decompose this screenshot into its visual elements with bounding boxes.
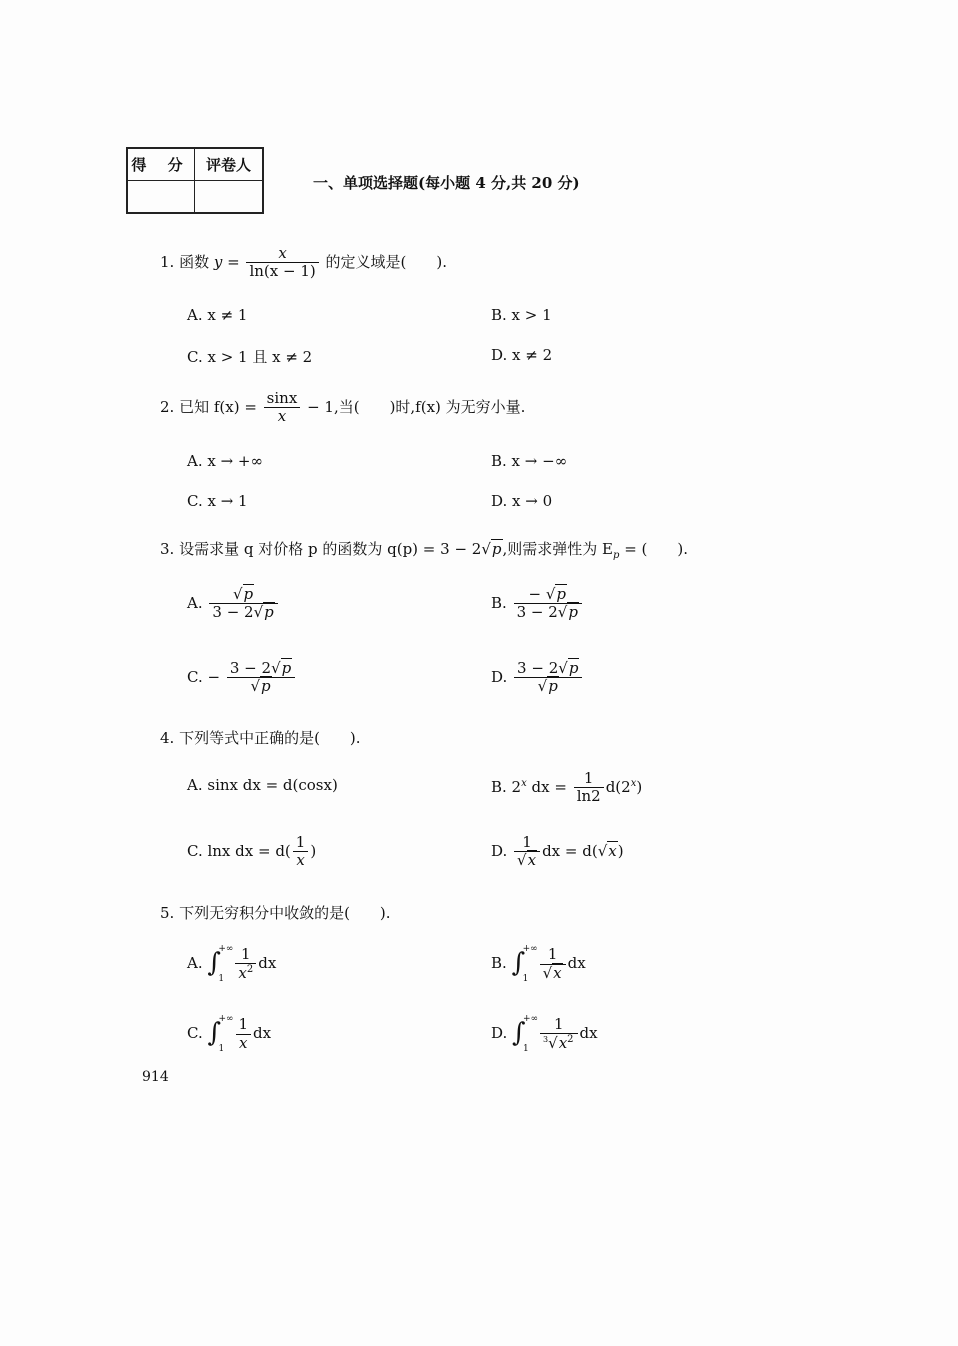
integral-sign-icon: ∫ +∞ 1 <box>511 944 538 984</box>
question-1-option-c: C. x > 1 且 x ≠ 2 <box>187 348 313 366</box>
question-3-option-d: D. $\frac{3 - 2√p}{√p}$ <box>491 660 584 696</box>
question-5-option-a: A. ∫ +∞ 1 $\frac{1}{x^2}$ dx <box>187 944 277 984</box>
question-5-option-b: B. ∫ +∞ 1 $\frac{1}{√x}$ dx <box>491 944 586 984</box>
question-1-option-d: D. x ≠ 2 <box>491 346 553 364</box>
question-4-option-c: C. lnx dx = d( $\frac{1}{x}$ ) <box>187 833 317 870</box>
score-cell <box>127 181 195 214</box>
page-number: 914 <box>142 1069 169 1085</box>
question-2-stem: 2. 已知 f(x) = $\frac{\sin x}{x}$ − 1,当( )时,f(x) 为无穷小量. <box>160 389 526 426</box>
question-3-option-c: C. − $\frac{3 - 2√p}{√p}$ <box>187 660 297 696</box>
question-5-option-c: C. ∫ +∞ 1 $\frac{1}{x}$ dx <box>187 1014 272 1054</box>
integral-sign-icon: ∫ +∞ 1 <box>207 944 234 984</box>
question-2-option-a: A. x → +∞ <box>187 452 263 470</box>
section-title: 一、单项选择题(每小题 4 分,共 20 分) <box>313 174 580 192</box>
question-4-option-b: B. 2$^x$ dx = $\frac{1}{\ln 2}$ d(2$^x$) <box>491 769 643 806</box>
integral-sign-icon: ∫ +∞ 1 <box>207 1014 234 1054</box>
integral-sign-icon: ∫ +∞ 1 <box>512 1014 539 1054</box>
score-label: 得 分 <box>127 148 195 181</box>
score-box <box>126 147 264 214</box>
question-2-option-b: B. x → −∞ <box>491 452 568 470</box>
question-3-option-a: A. $\frac{√p}{3 - 2√p}$ <box>187 586 280 622</box>
question-5-stem: 5. 下列无穷积分中收敛的是( ). <box>160 904 391 922</box>
question-5-option-d: D. ∫ +∞ 1 $\frac{1}{^3√x^2}$ dx <box>491 1014 598 1054</box>
question-2-option-d: D. x → 0 <box>491 492 553 510</box>
question-1-option-a: A. x ≠ 1 <box>187 306 248 324</box>
question-3-stem: 3. 设需求量 q 对价格 p 的函数为 q(p) = 3 − 2√p,则需求弹性为 $E_p$ = ( ). <box>160 540 688 561</box>
question-4-option-d: D. $\frac{1}{√x}$ dx = d(√x) <box>491 833 624 870</box>
question-1-option-b: B. x > 1 <box>491 306 552 324</box>
grader-label: 评卷人 <box>195 148 264 181</box>
question-4-stem: 4. 下列等式中正确的是( ). <box>160 729 361 747</box>
question-4-option-a: A. sinx dx = d(cosx) <box>187 776 338 794</box>
question-3-option-b: B. $\frac{- √p}{3 - 2√p}$ <box>491 586 584 622</box>
question-1-stem: 1. 函数 y = $\frac{x}{\ln(x - 1)}$ 的定义域是( ). <box>160 244 447 281</box>
question-2-option-c: C. x → 1 <box>187 492 248 510</box>
grader-cell <box>195 181 264 214</box>
